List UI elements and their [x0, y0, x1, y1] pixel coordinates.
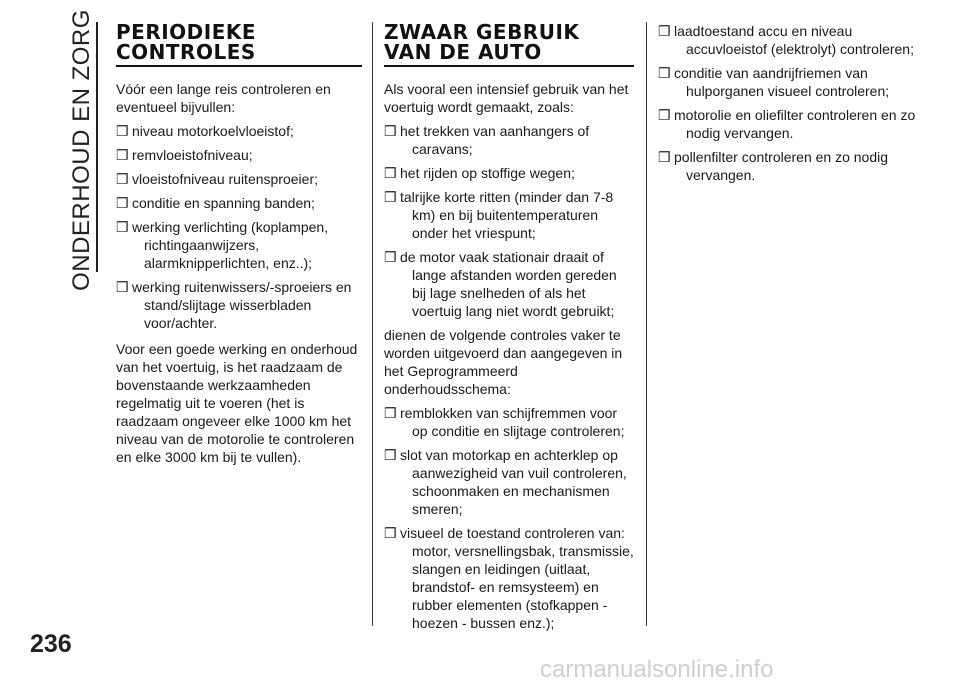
list-item-text: werking verlichting (koplampen, richtingaanwijzers, alarmknipperlichten, enz..); — [132, 219, 329, 271]
outro-paragraph: Voor een goede werking en onderhoud van het voertuig, is het raadzaam de bovenstaande werkzaamheden regelmatig uit te voeren (het is raadzaam ongeveer elke 1000 km het niveau van de motorolie te controleren en elke 3000 km bij te vullen). — [116, 341, 358, 465]
checkbox-bullet-icon: ❒ — [384, 447, 397, 463]
list-item-text: slot van motorkap en achterklep op aanwezigheid van vuil controleren, schoonmaken en mechanismen smeren; — [400, 447, 627, 517]
list-item-text: talrijke korte ritten (minder dan 7-8 km) en bij buitentemperaturen onder het vriespunt; — [400, 189, 614, 241]
list-item — [116, 218, 362, 272]
checkbox-bullet-icon: ❒ — [116, 279, 129, 295]
list-item-text: remblokken van schijfremmen voor op conditie en slijtage controleren; — [400, 405, 625, 439]
list-item — [116, 170, 362, 188]
checkbox-bullet-icon: ❒ — [384, 189, 397, 205]
checkbox-bullet-icon: ❒ — [384, 405, 397, 421]
list-item — [116, 194, 362, 212]
list-item-text: remvloeistofniveau; — [132, 147, 253, 163]
list-item-text: conditie en spanning banden; — [132, 195, 315, 211]
list-item-text: vloeistofniveau ruitensproeier; — [132, 171, 318, 187]
list-item-text: het trekken van aanhangers of caravans; — [400, 123, 590, 157]
checkbox-bullet-icon: ❒ — [384, 525, 397, 541]
checkbox-bullet-icon: ❒ — [658, 23, 671, 39]
checkbox-bullet-icon: ❒ — [116, 219, 129, 235]
list-item — [384, 164, 634, 182]
heading-heavy-use — [384, 22, 634, 62]
heading-line-2: CONTROLES — [116, 40, 256, 64]
heading-line-1: ZWAAR GEBRUIK — [384, 20, 580, 44]
list-item-text: visueel de toestand controleren van: motor, versnellingsbak, transmissie, slangen en leidingen (uitlaat, brandstof- en remsysteem) en rubber elementen (stofkappen - hoezen - bussen enz.); — [400, 525, 634, 631]
heading-line-1: PERIODIEKE — [116, 20, 257, 44]
list-item — [384, 248, 634, 320]
middle-paragraph: dienen de volgende controles vaker te worden uitgevoerd dan aangegeven in het Geprogrammeerd onderhoudsschema: — [384, 327, 623, 397]
heading-underline — [116, 65, 362, 67]
column-divider — [372, 22, 373, 626]
checkbox-bullet-icon: ❒ — [658, 149, 671, 165]
list-item — [658, 148, 918, 184]
section-title-text: ONDERHOUD EN ZORG — [68, 9, 95, 291]
list-item — [116, 278, 362, 332]
checkbox-bullet-icon: ❒ — [658, 107, 671, 123]
checklist-checks — [384, 404, 634, 632]
checkbox-bullet-icon: ❒ — [384, 123, 397, 139]
list-item-text: laadtoestand accu en niveau accuvloeistof (elektrolyt) controleren; — [674, 23, 914, 57]
list-item-text: werking ruitenwissers/-sproeiers en stand/slijtage wisserbladen voor/achter. — [132, 279, 352, 331]
list-item-text: de motor vaak stationair draait of lange afstanden worden gereden bij lage snelheden of als het voertuig lang niet wordt gebruikt; — [400, 249, 617, 319]
column-heavy-use — [384, 22, 634, 638]
list-item — [658, 22, 918, 58]
heading-line-2: VAN DE AUTO — [384, 40, 542, 64]
checkbox-bullet-icon: ❒ — [116, 171, 129, 187]
list-item-text: pollenfilter controleren en zo nodig vervangen. — [674, 149, 889, 183]
checkbox-bullet-icon: ❒ — [116, 147, 129, 163]
intro-paragraph: Vóór een lange reis controleren en eventueel bijvullen: — [116, 81, 331, 115]
checklist — [116, 122, 362, 332]
list-item — [384, 404, 634, 440]
watermark: carmanualsonline.info — [540, 656, 774, 683]
list-item — [116, 122, 362, 140]
list-item-text: het rijden op stoffige wegen; — [400, 165, 575, 181]
checkbox-bullet-icon: ❒ — [384, 249, 397, 265]
checkbox-bullet-icon: ❒ — [384, 165, 397, 181]
list-item — [658, 106, 918, 142]
list-item-text: motorolie en oliefilter controleren en zo nodig vervangen. — [674, 107, 916, 141]
checkbox-bullet-icon: ❒ — [116, 123, 129, 139]
list-item — [116, 146, 362, 164]
list-item — [384, 122, 634, 158]
list-item — [658, 64, 918, 100]
checklist-conditions — [384, 122, 634, 320]
section-side-title — [66, 9, 98, 291]
heading-underline — [384, 65, 634, 67]
intro-paragraph: Als vooral een intensief gebruik van het voertuig wordt gemaakt, zoals: — [384, 81, 629, 115]
list-item — [384, 524, 634, 632]
page-number: 236 — [30, 630, 72, 658]
list-item-text: conditie van aandrijfriemen van hulporganen visueel controleren; — [674, 65, 890, 99]
list-item-text: niveau motorkoelvloeistof; — [132, 123, 294, 139]
checklist-continued — [658, 22, 918, 184]
column-divider — [646, 22, 647, 626]
side-rule — [96, 22, 98, 272]
checkbox-bullet-icon: ❒ — [116, 195, 129, 211]
list-item — [384, 188, 634, 242]
heading-periodic-checks — [116, 22, 362, 62]
list-item — [384, 446, 634, 518]
column-periodic-checks — [116, 22, 362, 472]
checkbox-bullet-icon: ❒ — [658, 65, 671, 81]
column-continued-checks — [658, 22, 918, 190]
